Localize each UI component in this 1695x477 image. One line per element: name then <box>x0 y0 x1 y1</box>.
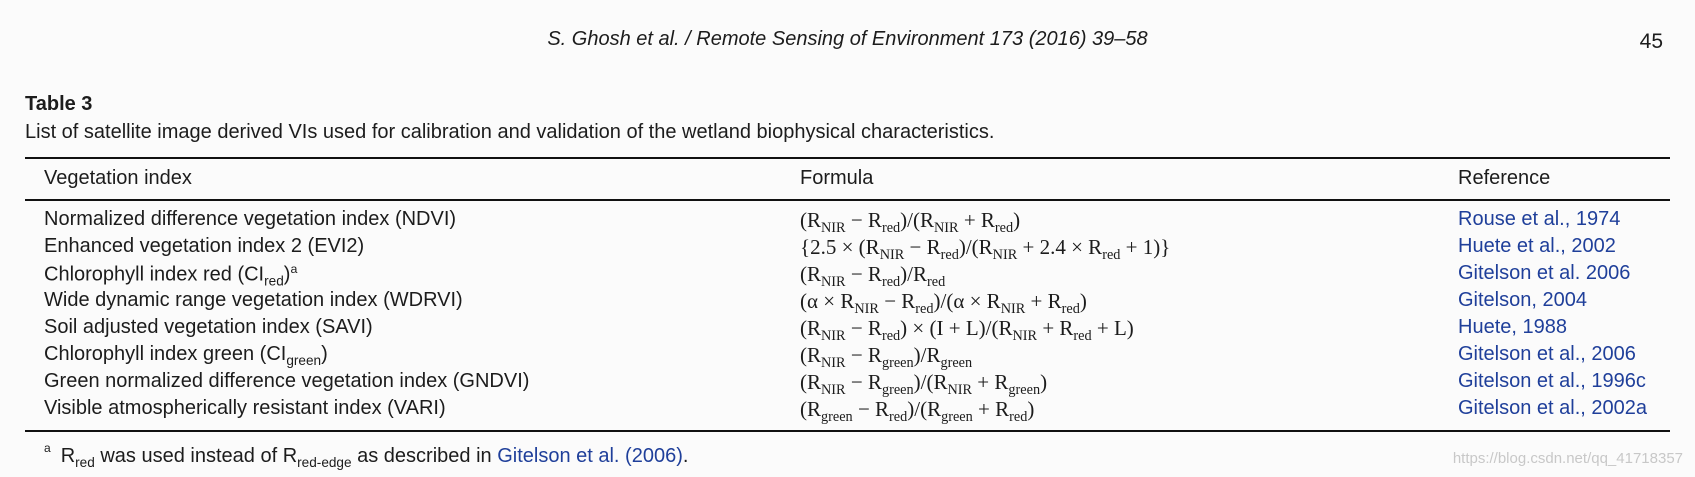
cell-reference-link[interactable]: Gitelson et al., 1996c <box>1458 370 1646 392</box>
table-label: Table 3 <box>25 93 93 115</box>
table-body <box>0 208 1695 424</box>
table-row <box>0 262 1695 289</box>
table-row <box>0 289 1695 316</box>
cell-reference-link[interactable]: Gitelson, 2004 <box>1458 289 1587 311</box>
table-bottom-rule <box>25 430 1670 432</box>
cell-reference-link[interactable]: Huete, 1988 <box>1458 316 1567 338</box>
footnote-reference-link[interactable]: Gitelson et al. (2006) <box>497 445 683 467</box>
cell-formula: $(R_{NIR} - R_{green})/R_{green}$ <box>800 343 973 372</box>
table-top-rule <box>25 157 1670 159</box>
cell-vegetation-index: Chlorophyll index red $(CI_{red})^a$ <box>44 262 298 289</box>
page-number: 45 <box>1639 30 1663 53</box>
table-row <box>0 370 1695 397</box>
cell-formula: $(R_{NIR} - R_{red})/R_{red}$ <box>800 262 946 291</box>
cell-vegetation-index: Visible atmospherically resistant index (VARI) <box>44 397 446 419</box>
table-row <box>0 343 1695 370</box>
footnote-suffix: . <box>682 445 689 467</box>
cell-reference-link[interactable]: Rouse et al., 1974 <box>1458 208 1621 230</box>
cell-formula: $(\alpha \times R_{NIR} - R_{red})/(\alpha \times R_{NIR} + R_{red})$ <box>800 289 1087 318</box>
cell-formula: $(R_{NIR} - R_{red})/(R_{NIR} + R_{red})$ <box>800 208 1021 237</box>
cell-reference-link[interactable]: Gitelson et al., 2002a <box>1458 397 1648 419</box>
footnote-text: $R_{red}$ was used instead of $R_{red-edge}$ as described in <box>60 445 498 470</box>
cell-reference-link[interactable]: Huete et al., 2002 <box>1458 235 1616 257</box>
table-row <box>0 397 1695 424</box>
cell-vegetation-index: Normalized difference vegetation index (NDVI) <box>44 208 457 230</box>
table-row <box>0 316 1695 343</box>
table-caption: List of satellite image derived VIs used for calibration and validation of the wetland biophysical characteristics. <box>25 121 995 143</box>
cell-formula: $\{2.5 \times (R_{NIR} - R_{red})/(R_{NIR} + 2.4 \times R_{red} + 1)\}$ <box>800 235 1171 264</box>
cell-vegetation-index: Green normalized difference vegetation index (GNDVI) <box>44 370 530 392</box>
cell-formula: $(R_{NIR} - R_{green})/(R_{NIR} + R_{green})$ <box>800 370 1048 399</box>
table-header-rule <box>25 199 1670 201</box>
cell-vegetation-index: Soil adjusted vegetation index (SAVI) <box>44 316 373 338</box>
cell-vegetation-index: Enhanced vegetation index 2 (EVI2) <box>44 235 365 257</box>
cell-formula: $(R_{green} - R_{red})/(R_{green} + R_{red})$ <box>800 397 1035 426</box>
cell-reference-link[interactable]: Gitelson et al., 2006 <box>1458 343 1636 365</box>
column-header-formula: Formula <box>800 167 874 189</box>
column-header-index: Vegetation index <box>44 167 192 189</box>
table-row <box>0 208 1695 235</box>
cell-vegetation-index: Chlorophyll index green $(CI_{green})$ <box>44 343 328 368</box>
table-row <box>0 235 1695 262</box>
footnote-mark: a <box>44 441 51 455</box>
running-head: S. Ghosh et al. / Remote Sensing of Environment 173 (2016) 39–58 <box>547 28 1148 50</box>
cell-vegetation-index: Wide dynamic range vegetation index (WDRVI) <box>44 289 463 311</box>
column-header-reference: Reference <box>1458 167 1551 189</box>
watermark: https://blog.csdn.net/qq_41718357 <box>1452 450 1683 467</box>
table-footnote <box>44 441 688 470</box>
cell-reference-link[interactable]: Gitelson et al. 2006 <box>1458 262 1631 284</box>
cell-formula: $(R_{NIR} - R_{red}) \times (I + L)/(R_{NIR} + R_{red} + L)$ <box>800 316 1134 345</box>
